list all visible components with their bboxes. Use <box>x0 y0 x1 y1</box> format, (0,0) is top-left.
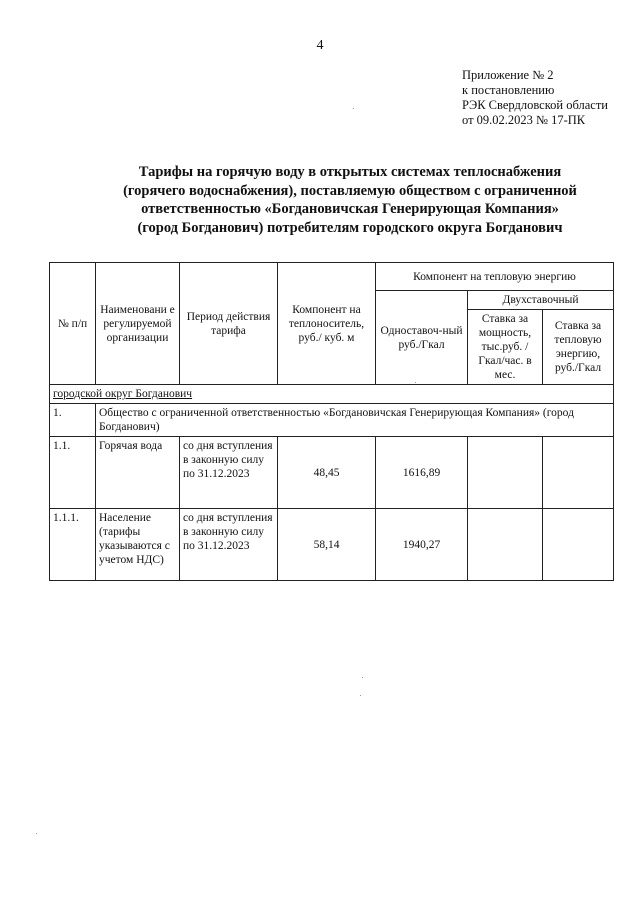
title-line: (горячего водоснабжения), поставляемую обществом с ограниченной <box>123 182 577 199</box>
row-capacity <box>468 437 543 509</box>
org-name: Общество с ограниченной ответственностью «Богдановичская Генерирующая Компания» (город Богданович) <box>96 404 614 437</box>
scan-speck <box>353 108 354 109</box>
document-title <box>60 163 640 237</box>
header-row <box>50 263 614 291</box>
tariff-table <box>49 262 614 581</box>
scan-speck <box>415 382 416 383</box>
row-carrier: 58,14 <box>278 509 376 581</box>
section-row <box>50 385 614 404</box>
row-num: 1.1.1. <box>50 509 96 581</box>
row-name: Население (тарифы указываются с учетом НДС) <box>96 509 180 581</box>
header-thermal: Компонент на тепловую энергию <box>376 263 614 291</box>
appendix-line: к постановлению <box>462 83 555 97</box>
appendix-line: Приложение № 2 <box>462 68 554 82</box>
header-org: Наименовани е регулируемой организации <box>96 263 180 385</box>
row-period: со дня вступления в законную силу по 31.12.2023 <box>180 437 278 509</box>
page-number: 4 <box>316 38 324 53</box>
header-energy: Ставка за тепловую энергию, руб./Гкал <box>543 310 614 385</box>
scan-speck <box>36 833 37 834</box>
row-period: со дня вступления в законную силу по 31.12.2023 <box>180 509 278 581</box>
title-line: ответственностью «Богдановичская Генерирующая Компания» <box>141 201 559 217</box>
title-line: (город Богданович) потребителям городского округа Богданович <box>137 219 563 236</box>
header-num: № п/п <box>50 263 96 385</box>
scan-speck <box>360 695 361 696</box>
title-line: Тарифы на горячую воду в открытых системах теплоснабжения <box>138 164 562 180</box>
table-row <box>50 509 614 581</box>
row-single: 1940,27 <box>376 509 468 581</box>
appendix-line: от 09.02.2023 № 17-ПК <box>462 113 586 127</box>
header-two-part: Двухставочный <box>468 291 614 310</box>
appendix-line: РЭК Свердловской области <box>462 98 608 112</box>
row-energy <box>543 509 614 581</box>
row-num: 1.1. <box>50 437 96 509</box>
header-capacity: Ставка за мощность, тыс.руб. /Гкал/час. в мес. <box>468 310 543 385</box>
header-period: Период действия тарифа <box>180 263 278 385</box>
section-label: городской округ Богданович <box>50 385 614 404</box>
row-carrier: 48,45 <box>278 437 376 509</box>
header-single: Одноставоч-ный руб./Гкал <box>376 291 468 385</box>
row-capacity <box>468 509 543 581</box>
appendix-reference <box>462 68 608 128</box>
row-energy <box>543 437 614 509</box>
header-carrier: Компонент на теплоноситель, руб./ куб. м <box>278 263 376 385</box>
org-row <box>50 404 614 437</box>
table-row <box>50 437 614 509</box>
scan-speck <box>362 677 363 678</box>
row-single: 1616,89 <box>376 437 468 509</box>
row-name: Горячая вода <box>96 437 180 509</box>
org-num: 1. <box>50 404 96 437</box>
